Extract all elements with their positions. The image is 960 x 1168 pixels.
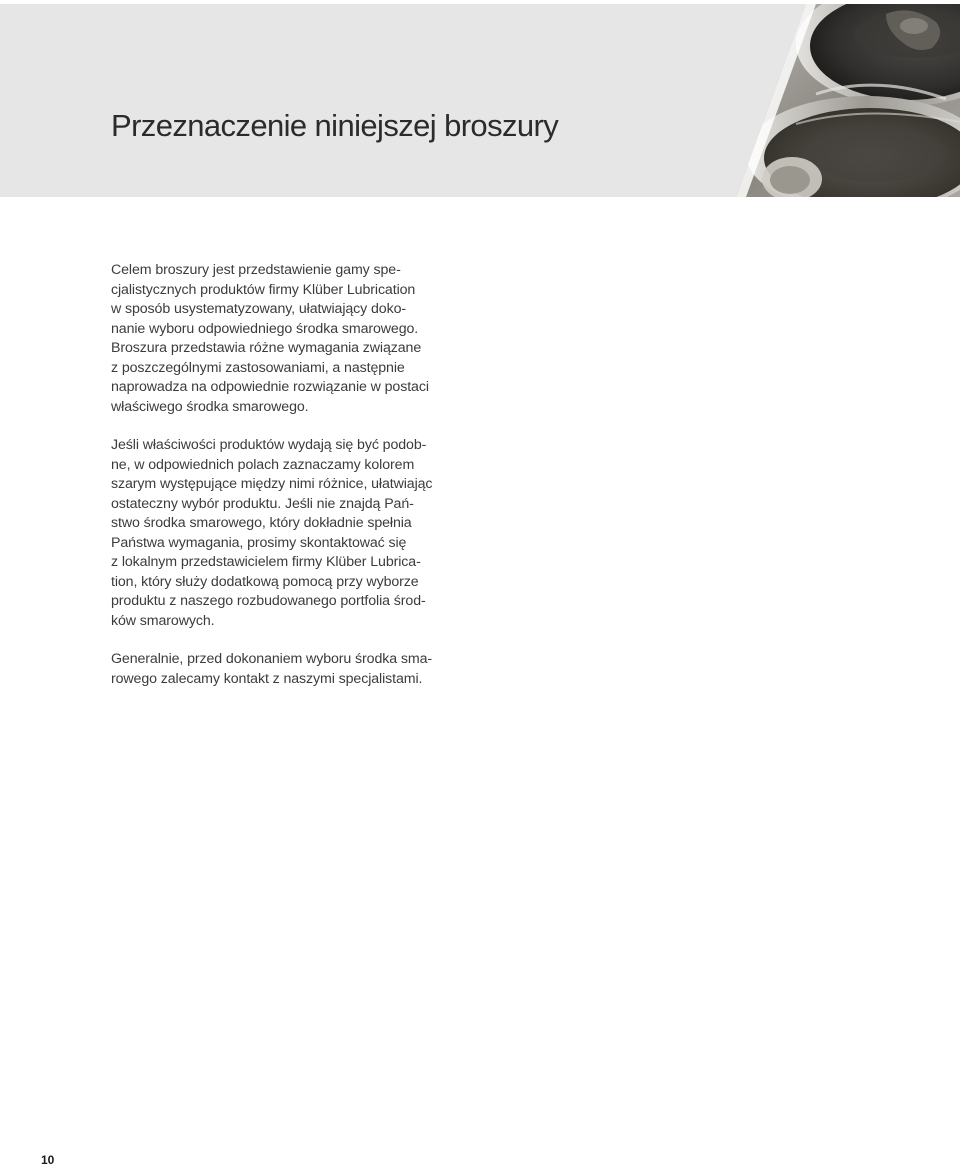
paragraph-intro xyxy=(111,261,471,417)
text-line: z lokalnym przedstawicielem firmy Klüber Lubrica- xyxy=(111,554,421,570)
paragraph-recommendation xyxy=(111,650,471,689)
text-line: ne, w odpowiednich polach zaznaczamy kolorem xyxy=(111,456,415,473)
text-line: Państwa wymagania, prosimy skontaktować się xyxy=(111,534,407,551)
text-line: Generalnie, przed dokonaniem wyboru środka sma- xyxy=(111,651,432,667)
text-line: Broszura przedstawia różne wymagania związane xyxy=(111,340,422,356)
text-line: ostateczny wybór produktu. Jeśli nie znajdą Pań- xyxy=(111,495,414,512)
text-line: z poszczególnymi zastosowaniami, a następnie xyxy=(111,359,405,376)
text-line: nanie wyboru odpowiedniego środka smarowego. xyxy=(111,320,419,337)
paragraph-properties xyxy=(111,436,471,631)
text-line: w sposób usystematyzowany, ułatwiający doko- xyxy=(111,301,406,317)
text-line: stwo środka smarowego, który dokładnie spełnia xyxy=(111,515,412,531)
text-line: Celem broszury jest przedstawienie gamy spe- xyxy=(111,262,401,278)
text-line: rowego zalecamy kontakt z naszymi specjalistami. xyxy=(111,670,423,687)
body-text xyxy=(111,261,471,708)
page-number: 10 xyxy=(41,1153,55,1167)
text-line: Jeśli właściwości produktów wydają się być podob- xyxy=(111,437,427,453)
text-line: szarym występujące między nimi różnice, ułatwiając xyxy=(111,476,433,492)
text-line: cjalistycznych produktów firmy Klüber Lubrication xyxy=(111,281,416,298)
header-photo-cans xyxy=(736,4,960,197)
text-line: właściwego środka smarowego. xyxy=(111,398,309,415)
text-line: produktu z naszego rozbudowanego portfolia środ- xyxy=(111,593,426,609)
text-line: ków smarowych. xyxy=(111,612,215,629)
page-title: Przeznaczenie niniejszej broszury xyxy=(111,108,559,143)
text-line: naprowadza na odpowiednie rozwiązanie w postaci xyxy=(111,379,429,395)
text-line: tion, który służy dodatkową pomocą przy wyborze xyxy=(111,573,419,590)
